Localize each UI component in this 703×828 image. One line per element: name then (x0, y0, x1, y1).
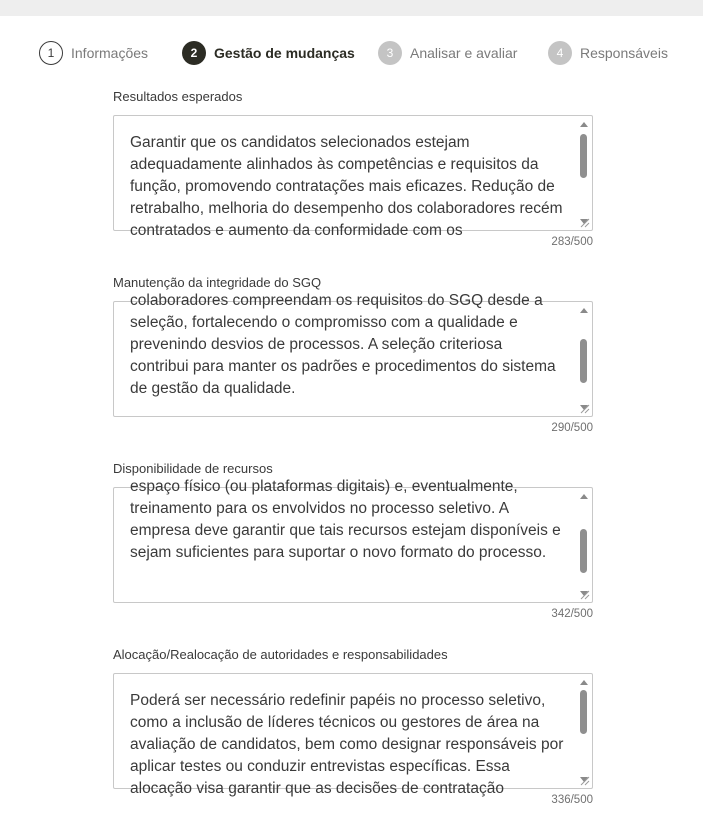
field-label: Resultados esperados (113, 89, 243, 104)
character-counter: 336/500 (551, 794, 593, 806)
field-disponibilidade-recursos (113, 460, 593, 620)
field-label: Alocação/Realocação de autoridades e responsabilidades (113, 647, 448, 662)
step-label: Responsáveis (580, 45, 668, 61)
resultados-esperados-textarea[interactable] (113, 115, 593, 239)
scrollbar-thumb[interactable] (580, 134, 587, 178)
resize-grip-icon[interactable] (580, 404, 590, 414)
scroll-up-icon[interactable] (580, 680, 588, 685)
step-label: Gestão de mudanças (214, 45, 355, 61)
character-counter: 283/500 (551, 236, 593, 248)
resize-grip-icon[interactable] (580, 218, 590, 228)
field-manutencao-integridade-sgq (113, 274, 593, 434)
scrollbar-thumb[interactable] (580, 529, 587, 573)
scroll-up-icon[interactable] (580, 494, 588, 499)
resize-grip-icon[interactable] (580, 590, 590, 600)
disponibilidade-recursos-textarea[interactable] (113, 478, 593, 603)
scrollbar[interactable] (577, 303, 591, 415)
step-number: 1 (39, 41, 63, 65)
character-counter: 290/500 (551, 422, 593, 434)
step-informacoes[interactable] (39, 40, 148, 66)
scrollbar[interactable] (577, 675, 591, 787)
field-resultados-esperados (113, 88, 593, 248)
top-bar (0, 0, 703, 16)
step-gestao-de-mudancas[interactable] (182, 40, 355, 66)
scrollbar-thumb[interactable] (580, 339, 587, 383)
resize-grip-icon[interactable] (580, 776, 590, 786)
step-number: 4 (548, 41, 572, 65)
step-label: Informações (71, 45, 149, 61)
scroll-up-icon[interactable] (580, 308, 588, 313)
scroll-up-icon[interactable] (580, 122, 588, 127)
alocacao-autoridades-textarea[interactable] (113, 673, 593, 797)
step-label: Analisar e avaliar (410, 45, 518, 61)
scrollbar[interactable] (577, 489, 591, 601)
scrollbar[interactable] (577, 117, 591, 229)
scrollbar-thumb[interactable] (580, 690, 587, 734)
stepper (0, 40, 703, 66)
textarea-content: espaço físico (ou plataformas digitais) e, eventualmente, treinamento para os envolvidos no processo seletivo. A empresa deve garantir que tais recursos estejam disponíveis e sejam suficientes para suportar o novo formato do processo. (130, 478, 561, 561)
field-label: Disponibilidade de recursos (113, 461, 273, 476)
field-alocacao-autoridades (113, 646, 593, 806)
field-label: Manutenção da integridade do SGQ (113, 275, 322, 290)
step-number: 3 (378, 41, 402, 65)
step-responsaveis[interactable] (548, 40, 668, 66)
step-analisar-e-avaliar[interactable] (378, 40, 517, 66)
character-counter: 342/500 (551, 608, 593, 620)
textarea-content: Poderá ser necessário redefinir papéis no processo seletivo, como a inclusão de líderes técnicos ou gestores de área na avaliação de candidatos, bem como designar responsáveis por aplicar testes ou conduzir entrevistas específicas. Essa alocação visa garantir que as decisões de contratação (130, 692, 564, 797)
textarea-content: Garantir que os candidatos selecionados estejam adequadamente alinhados às competências e requisitos da função, promovendo contratações mais eficazes. Redução de retrabalho, melhoria do desempenho dos colaboradores recém contratados e aumento da conformidade com os (130, 134, 563, 239)
step-number: 2 (182, 41, 206, 65)
manutencao-integridade-sgq-textarea[interactable] (113, 292, 593, 417)
textarea-content: colaboradores compreendam os requisitos do SGQ desde a seleção, fortalecendo o compromisso com a qualidade e prevenindo desvios de processos. A seleção criteriosa contribui para manter os padrões e procedimentos do sistema de gestão da qualidade. (130, 292, 556, 397)
